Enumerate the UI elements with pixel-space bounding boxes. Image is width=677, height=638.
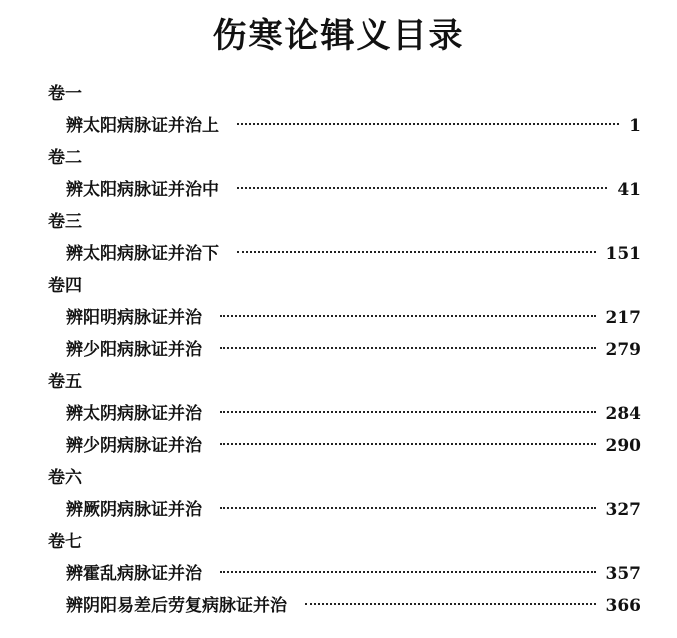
volume-heading: 卷四: [48, 276, 82, 296]
dot-leader: [220, 347, 596, 349]
entry-page-number: 327: [605, 500, 641, 520]
dot-leader: [220, 507, 596, 509]
entry-label: 辨厥阴病脉证并治: [66, 500, 202, 520]
toc-entry[interactable]: [0, 398, 677, 430]
toc-entry[interactable]: [0, 334, 677, 366]
entry-label: 辨阴阳易差后劳复病脉证并治: [66, 596, 287, 616]
entry-label: 辨太阳病脉证并治上: [66, 116, 219, 136]
dot-leader: [220, 443, 596, 445]
volume-2: [0, 142, 677, 206]
entry-page-number: 279: [605, 340, 641, 360]
entry-page-number: 290: [605, 436, 641, 456]
dot-leader: [220, 411, 596, 413]
dot-leader: [305, 603, 596, 605]
entry-page-number: 151: [605, 244, 641, 264]
volume-heading: 卷二: [48, 148, 82, 168]
dot-leader: [237, 187, 607, 189]
dot-leader: [220, 315, 596, 317]
volume-1: [0, 78, 677, 142]
entry-label: 辨少阴病脉证并治: [66, 436, 202, 456]
dot-leader: [220, 571, 596, 573]
table-of-contents: [0, 78, 677, 622]
entry-label: 辨太阳病脉证并治下: [66, 244, 219, 264]
volume-6: [0, 462, 677, 526]
entry-label: 辨少阳病脉证并治: [66, 340, 202, 360]
page-title: 伤寒论辑义目录: [212, 16, 465, 56]
entry-page-number: 357: [605, 564, 641, 584]
entry-page-number: 41: [617, 180, 641, 200]
volume-heading: 卷一: [48, 84, 82, 104]
dot-leader: [237, 251, 596, 253]
volume-4: [0, 270, 677, 366]
toc-entry[interactable]: [0, 430, 677, 462]
entry-page-number: 284: [605, 404, 641, 424]
entry-page-number: 1: [629, 116, 641, 136]
volume-heading: 卷六: [48, 468, 82, 488]
volume-3: [0, 206, 677, 270]
entry-page-number: 366: [605, 596, 641, 616]
entry-label: 辨霍乱病脉证并治: [66, 564, 202, 584]
toc-entry[interactable]: [0, 302, 677, 334]
toc-entry[interactable]: [0, 590, 677, 622]
volume-heading: 卷七: [48, 532, 82, 552]
toc-entry[interactable]: [0, 238, 677, 270]
toc-entry[interactable]: [0, 558, 677, 590]
volume-5: [0, 366, 677, 462]
entry-label: 辨太阴病脉证并治: [66, 404, 202, 424]
volume-heading: 卷五: [48, 372, 82, 392]
toc-entry[interactable]: [0, 494, 677, 526]
entry-page-number: 217: [605, 308, 641, 328]
toc-entry[interactable]: [0, 174, 677, 206]
entry-label: 辨阳明病脉证并治: [66, 308, 202, 328]
volume-heading: 卷三: [48, 212, 82, 232]
volume-7: [0, 526, 677, 622]
toc-entry[interactable]: [0, 110, 677, 142]
entry-label: 辨太阳病脉证并治中: [66, 180, 219, 200]
dot-leader: [237, 123, 619, 125]
